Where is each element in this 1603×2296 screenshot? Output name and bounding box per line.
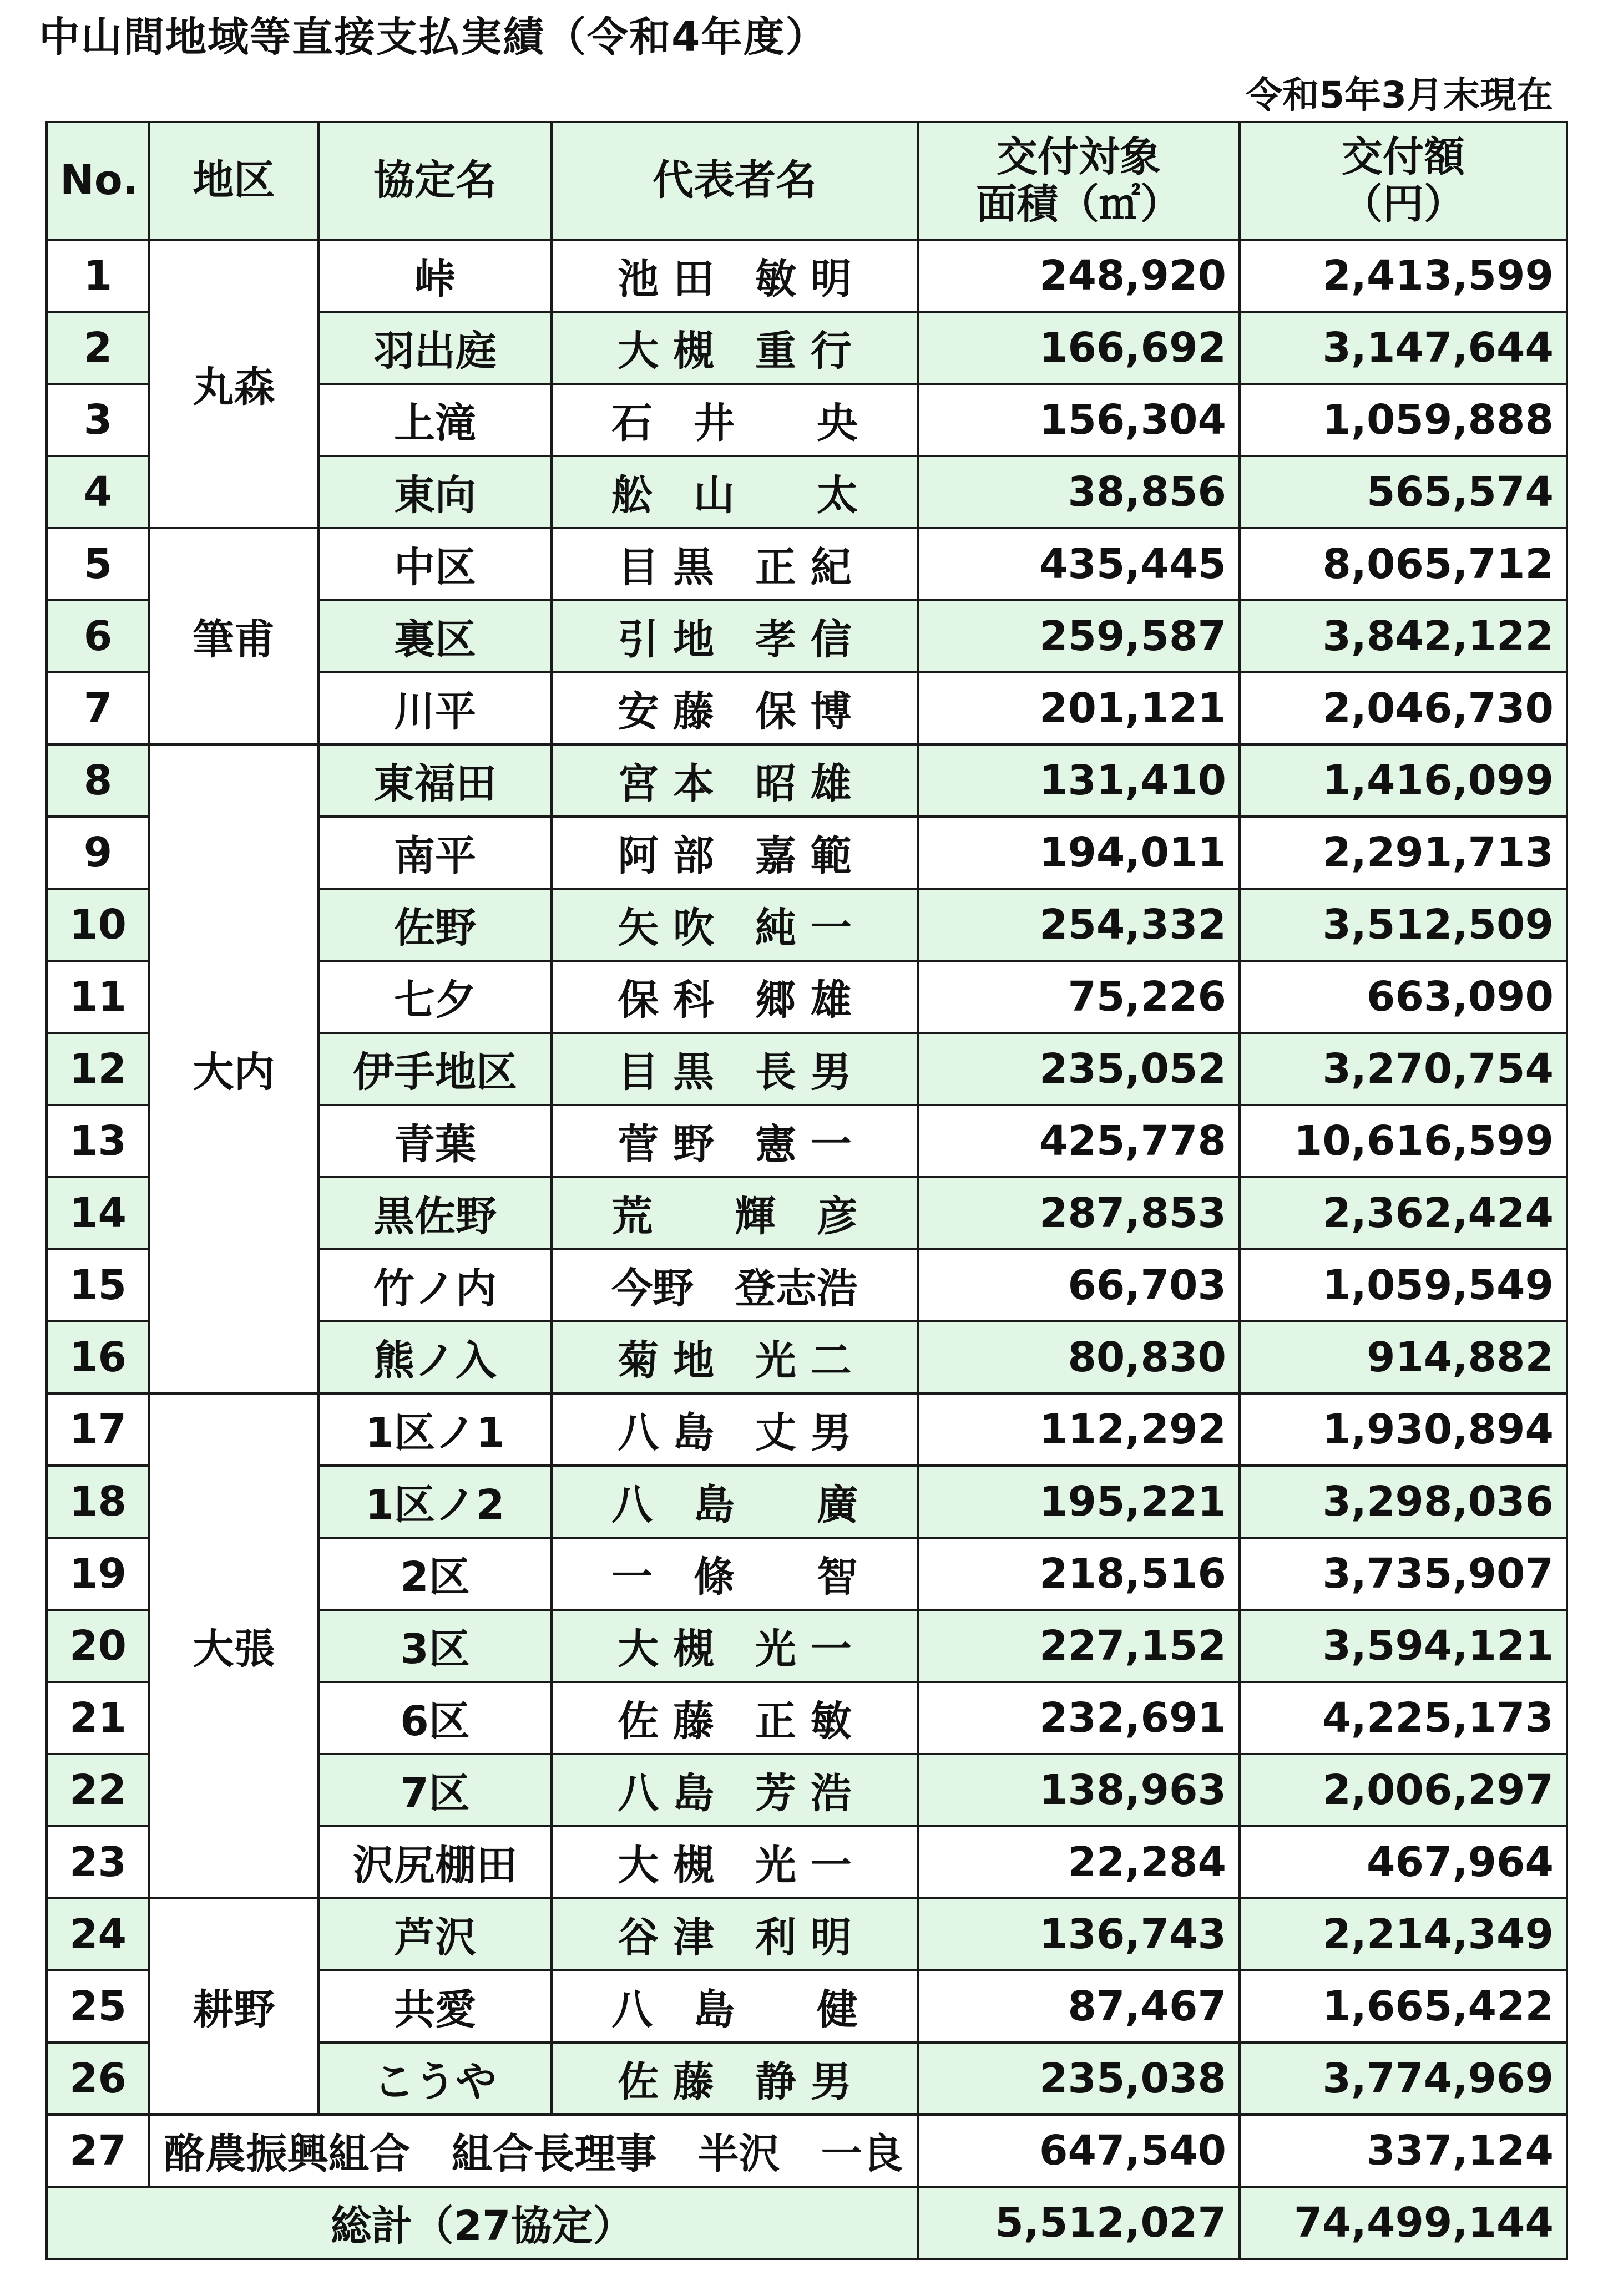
- agreement-name: 黒佐野: [318, 1177, 552, 1249]
- amount-value: 10,616,599: [1240, 1105, 1567, 1177]
- amount-value: 2,214,349: [1240, 1898, 1567, 1970]
- representative-name: 八 島 健: [552, 1970, 918, 2042]
- row-number: 20: [47, 1610, 149, 1682]
- area-value: 22,284: [918, 1826, 1240, 1898]
- amount-value: 2,046,730: [1240, 672, 1567, 744]
- representative-name: 宮 本 昭 雄: [552, 744, 918, 817]
- representative-name: 引 地 孝 信: [552, 600, 918, 672]
- header-amount-line2: （円）: [1342, 180, 1465, 228]
- agreement-name: 沢尻棚田: [318, 1826, 552, 1898]
- representative-name: 大 槻 重 行: [552, 312, 918, 384]
- row-number: 8: [47, 744, 149, 817]
- area-value: 218,516: [918, 1538, 1240, 1610]
- area-value: 136,743: [918, 1898, 1240, 1970]
- representative-name: 八 島 廣: [552, 1466, 918, 1538]
- row-number: 14: [47, 1177, 149, 1249]
- representative-name: 池 田 敏 明: [552, 240, 918, 312]
- amount-value: 3,512,509: [1240, 889, 1567, 961]
- district-cell: 大内: [149, 744, 318, 1393]
- area-value: 138,963: [918, 1754, 1240, 1826]
- row-number: 25: [47, 1970, 149, 2042]
- amount-value: 3,842,122: [1240, 600, 1567, 672]
- representative-name: 大 槻 光 一: [552, 1610, 918, 1682]
- representative-name: 矢 吹 純 一: [552, 889, 918, 961]
- row-number: 2: [47, 312, 149, 384]
- agreement-name: こうや: [318, 2042, 552, 2115]
- amount-value: 565,574: [1240, 456, 1567, 528]
- amount-value: 1,930,894: [1240, 1393, 1567, 1466]
- agreement-name: 芦沢: [318, 1898, 552, 1970]
- amount-value: 1,416,099: [1240, 744, 1567, 817]
- representative-name: 阿 部 嘉 範: [552, 817, 918, 889]
- area-value: 232,691: [918, 1682, 1240, 1754]
- table-body: [47, 240, 1567, 2259]
- area-value: 38,856: [918, 456, 1240, 528]
- row-number: 11: [47, 961, 149, 1033]
- area-value: 75,226: [918, 961, 1240, 1033]
- row-number: 17: [47, 1393, 149, 1466]
- area-value: 435,445: [918, 528, 1240, 600]
- agreement-name: 裏区: [318, 600, 552, 672]
- amount-value: 3,774,969: [1240, 2042, 1567, 2115]
- table-row: [47, 2115, 1567, 2187]
- row-number: 26: [47, 2042, 149, 2115]
- representative-name: 一 條 智: [552, 1538, 918, 1610]
- agreement-name: 峠: [318, 240, 552, 312]
- header-district: 地区: [149, 122, 318, 240]
- representative-name: 谷 津 利 明: [552, 1898, 918, 1970]
- representative-name: 佐 藤 静 男: [552, 2042, 918, 2115]
- amount-value: 3,270,754: [1240, 1033, 1567, 1105]
- amount-value: 467,964: [1240, 1826, 1567, 1898]
- agreement-name: 南平: [318, 817, 552, 889]
- row-number: 16: [47, 1321, 149, 1393]
- district-cell: 大張: [149, 1393, 318, 1898]
- header-row: [47, 122, 1567, 240]
- area-value: 131,410: [918, 744, 1240, 817]
- amount-value: 1,059,888: [1240, 384, 1567, 456]
- amount-value: 2,413,599: [1240, 240, 1567, 312]
- row-number: 22: [47, 1754, 149, 1826]
- payment-table: [45, 121, 1568, 2260]
- agreement-name: 伊手地区: [318, 1033, 552, 1105]
- agreement-name: 青葉: [318, 1105, 552, 1177]
- agreement-name: 佐野: [318, 889, 552, 961]
- amount-value: 2,362,424: [1240, 1177, 1567, 1249]
- agreement-name: 7区: [318, 1754, 552, 1826]
- row-number: 19: [47, 1538, 149, 1610]
- area-value: 647,540: [918, 2115, 1240, 2187]
- representative-name: 目 黒 長 男: [552, 1033, 918, 1105]
- row-number: 4: [47, 456, 149, 528]
- row-number: 15: [47, 1249, 149, 1321]
- district-cell: 耕野: [149, 1898, 318, 2115]
- agreement-name: 1区ノ1: [318, 1393, 552, 1466]
- area-value: 254,332: [918, 889, 1240, 961]
- table-row: [47, 528, 1567, 600]
- representative-name: 目 黒 正 紀: [552, 528, 918, 600]
- row-number: 9: [47, 817, 149, 889]
- area-value: 201,121: [918, 672, 1240, 744]
- row-number: 3: [47, 384, 149, 456]
- agreement-name: 七夕: [318, 961, 552, 1033]
- area-value: 287,853: [918, 1177, 1240, 1249]
- area-value: 235,052: [918, 1033, 1240, 1105]
- table-row: [47, 240, 1567, 312]
- agreement-name: 羽出庭: [318, 312, 552, 384]
- page-title: 中山間地域等直接支払実績（令和4年度）: [39, 13, 828, 61]
- row-number: 13: [47, 1105, 149, 1177]
- area-value: 195,221: [918, 1466, 1240, 1538]
- amount-value: 2,291,713: [1240, 817, 1567, 889]
- header-amount: [1240, 122, 1567, 240]
- area-value: 87,467: [918, 1970, 1240, 2042]
- amount-value: 3,147,644: [1240, 312, 1567, 384]
- row-number: 6: [47, 600, 149, 672]
- amount-value: 4,225,173: [1240, 1682, 1567, 1754]
- combined-name-cell: 酪農振興組合 組合長理事 半沢 一良: [149, 2115, 918, 2187]
- district-cell: 丸森: [149, 240, 318, 528]
- amount-value: 1,665,422: [1240, 1970, 1567, 2042]
- amount-value: 3,735,907: [1240, 1538, 1567, 1610]
- header-no: No.: [47, 122, 149, 240]
- amount-value: 1,059,549: [1240, 1249, 1567, 1321]
- header-area-line2: 面積（㎡）: [976, 180, 1181, 228]
- amount-value: 337,124: [1240, 2115, 1567, 2187]
- representative-name: 八 島 芳 浩: [552, 1754, 918, 1826]
- amount-value: 663,090: [1240, 961, 1567, 1033]
- area-value: 66,703: [918, 1249, 1240, 1321]
- agreement-name: 中区: [318, 528, 552, 600]
- agreement-name: 川平: [318, 672, 552, 744]
- district-cell: 筆甫: [149, 528, 318, 744]
- agreement-name: 東福田: [318, 744, 552, 817]
- representative-name: 石 井 央: [552, 384, 918, 456]
- amount-value: 2,006,297: [1240, 1754, 1567, 1826]
- area-value: 156,304: [918, 384, 1240, 456]
- total-amount: 74,499,144: [1240, 2187, 1567, 2259]
- representative-name: 菊 地 光 二: [552, 1321, 918, 1393]
- agreement-name: 2区: [318, 1538, 552, 1610]
- as-of-date: 令和5年3月末現在: [1246, 74, 1553, 116]
- table-row: [47, 744, 1567, 817]
- area-value: 227,152: [918, 1610, 1240, 1682]
- row-number: 21: [47, 1682, 149, 1754]
- total-row: [47, 2187, 1567, 2259]
- row-number: 10: [47, 889, 149, 961]
- agreement-name: 上滝: [318, 384, 552, 456]
- row-number: 27: [47, 2115, 149, 2187]
- agreement-name: 1区ノ2: [318, 1466, 552, 1538]
- agreement-name: 6区: [318, 1682, 552, 1754]
- total-area: 5,512,027: [918, 2187, 1240, 2259]
- area-value: 248,920: [918, 240, 1240, 312]
- header-representative: 代表者名: [552, 122, 918, 240]
- header-area-line1: 交付対象: [997, 133, 1161, 181]
- agreement-name: 3区: [318, 1610, 552, 1682]
- amount-value: 3,298,036: [1240, 1466, 1567, 1538]
- area-value: 425,778: [918, 1105, 1240, 1177]
- representative-name: 菅 野 憲 一: [552, 1105, 918, 1177]
- representative-name: 荒 輝 彦: [552, 1177, 918, 1249]
- amount-value: 3,594,121: [1240, 1610, 1567, 1682]
- area-value: 235,038: [918, 2042, 1240, 2115]
- representative-name: 大 槻 光 一: [552, 1826, 918, 1898]
- row-number: 5: [47, 528, 149, 600]
- representative-name: 保 科 郷 雄: [552, 961, 918, 1033]
- row-number: 12: [47, 1033, 149, 1105]
- header-agreement: 協定名: [318, 122, 552, 240]
- row-number: 1: [47, 240, 149, 312]
- row-number: 7: [47, 672, 149, 744]
- amount-value: 8,065,712: [1240, 528, 1567, 600]
- header-amount-line1: 交付額: [1342, 133, 1465, 181]
- row-number: 23: [47, 1826, 149, 1898]
- area-value: 80,830: [918, 1321, 1240, 1393]
- representative-name: 安 藤 保 博: [552, 672, 918, 744]
- agreement-name: 東向: [318, 456, 552, 528]
- representative-name: 佐 藤 正 敏: [552, 1682, 918, 1754]
- representative-name: 八 島 丈 男: [552, 1393, 918, 1466]
- area-value: 194,011: [918, 817, 1240, 889]
- amount-value: 914,882: [1240, 1321, 1567, 1393]
- header-area: [918, 122, 1240, 240]
- area-value: 112,292: [918, 1393, 1240, 1466]
- table-row: [47, 1393, 1567, 1466]
- area-value: 166,692: [918, 312, 1240, 384]
- row-number: 18: [47, 1466, 149, 1538]
- representative-name: 舩 山 太: [552, 456, 918, 528]
- agreement-name: 竹ノ内: [318, 1249, 552, 1321]
- table-row: [47, 1898, 1567, 1970]
- row-number: 24: [47, 1898, 149, 1970]
- agreement-name: 共愛: [318, 1970, 552, 2042]
- agreement-name: 熊ノ入: [318, 1321, 552, 1393]
- representative-name: 今野 登志浩: [552, 1249, 918, 1321]
- area-value: 259,587: [918, 600, 1240, 672]
- total-label: 総計（27協定）: [47, 2187, 918, 2259]
